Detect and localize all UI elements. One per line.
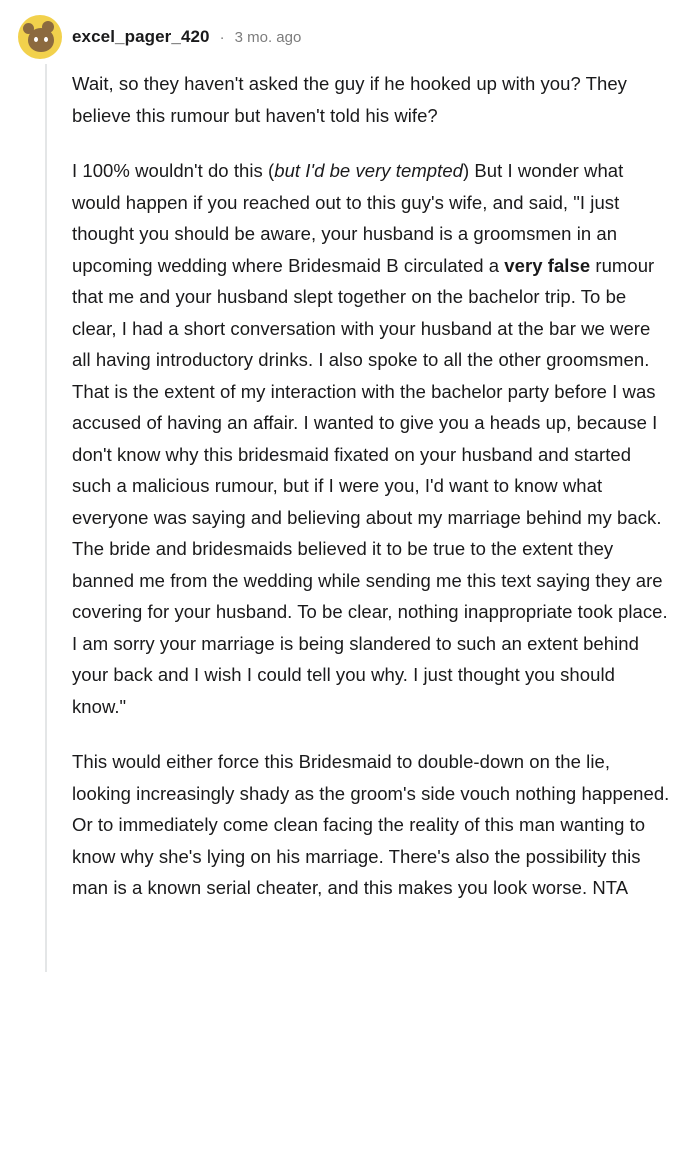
comment-author[interactable]: excel_pager_420	[72, 27, 210, 46]
paragraph-2-segment-a: I 100% wouldn't do this (	[72, 160, 275, 181]
comment-paragraph-2	[72, 155, 670, 722]
comment-header	[14, 14, 686, 60]
avatar-eye-right	[44, 37, 48, 42]
metadata-separator: ·	[219, 28, 225, 46]
paragraph-2-segment-c: rumour that me and your husband slept together on the bachelor trip. To be clear, I had a short conversation with your husband at the bar we were all having introductory drinks. I also spoke to all the other groomsmen. That is the extent of my interaction with the bachelor party before I was accused of having an affair. I wanted to give you a heads up, because I don't know why this bridesmaid fixated on your husband and started such a malicious rumour, but if I were you, I'd want to know what everyone was saying and believing about my marriage behind my back. The bride and bridesmaids believed it to be true to the extent they banned me from the wedding while sending me this text saying they are covering for your husband. To be clear, nothing inappropriate took place. I am sorry your marriage is being slandered to such an extent behind your back and I wish I could tell you why. I just thought you should know."	[72, 254, 668, 717]
paragraph-2-emphasis: but I'd be very tempted	[274, 160, 463, 181]
comment-body	[14, 68, 686, 948]
comment-paragraph-3: This would either force this Bridesmaid to double-down on the lie, looking increasingly shady as the groom's side vouch nothing happened. Or to immediately come clean facing the reality of this man wanting to know why she's lying on his marriage. There's also the possibility this man is a known serial cheater, and this makes you look worse. NTA	[72, 751, 670, 898]
comment-timestamp: 3 mo. ago	[234, 28, 302, 46]
reddit-snoo-avatar-icon[interactable]	[18, 15, 62, 59]
paragraph-2-bold: very false	[504, 254, 591, 276]
avatar-eye-left	[34, 37, 38, 42]
paragraph-2-segment-b: ) But I wonder what would happen if you reached out to this guy's wife, and said, "I just thought you should be aware, your husband is a groomsmen in an upcoming wedding where Bridesmaid B circulated a	[72, 160, 624, 276]
thread-collapse-line[interactable]	[45, 64, 47, 972]
comment-paragraph-1: Wait, so they haven't asked the guy if he hooked up with you? They believe this rumour but haven't told his wife?	[72, 73, 627, 126]
avatar-head	[28, 28, 54, 52]
body-bottom-spacer	[72, 928, 670, 948]
